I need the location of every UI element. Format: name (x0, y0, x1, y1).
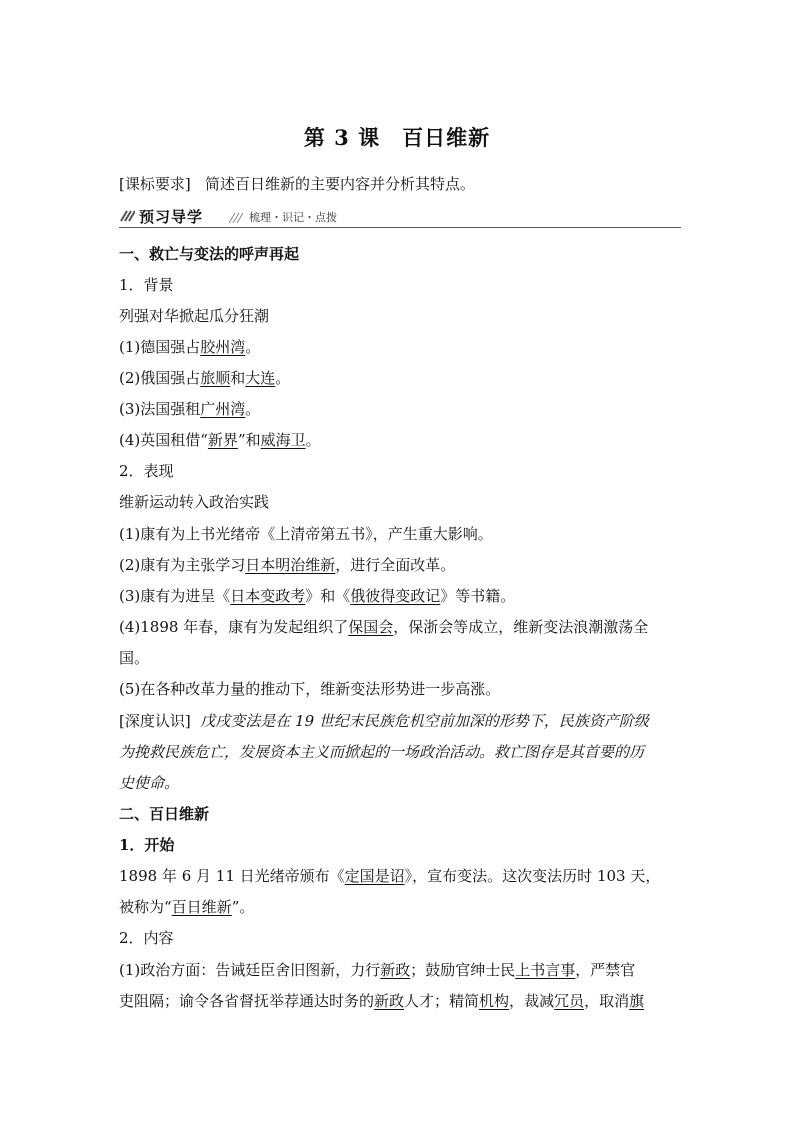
underlined-term: 旅顺 (200, 369, 231, 387)
paragraph-line: 被称为“百日维新”。 (119, 898, 255, 916)
underlined-term: 机构 (479, 992, 510, 1010)
list-item: (3)康有为进呈《日本变政考》和《俄彼得变政记》等书籍。 (119, 587, 516, 605)
banner-subtitle: 梳理・识记・点拨 (249, 211, 337, 224)
underlined-term: 新界 (207, 431, 238, 449)
preview-banner (119, 206, 681, 228)
underlined-term: 大连 (245, 369, 276, 387)
underlined-term: 新政 (380, 961, 411, 979)
insight-line: 史使命。 (119, 774, 180, 792)
underlined-term: 上书言事 (515, 961, 576, 979)
hatch-icon (229, 211, 243, 223)
underlined-term: 胶州湾 (200, 338, 246, 356)
section1-heading: 一、救亡与变法的呼声再起 (119, 245, 300, 263)
underlined-term: 冗员 (554, 992, 585, 1010)
requirement-tag: [课标要求] (119, 175, 191, 193)
list-item: (1)康有为上书光绪帝《上清帝第五书》，产生重大影响。 (119, 525, 493, 543)
underlined-term: 广州湾 (200, 400, 246, 418)
underlined-term: 百日维新 (171, 898, 232, 916)
insight-tag: [深度认识] (119, 712, 191, 730)
list-item-continuation: 国。 (119, 649, 150, 667)
paragraph-line: (1)政治方面：告诫廷臣舍旧图新，力行新政；鼓励官绅士民上书言事，严禁官 (119, 961, 636, 979)
underlined-term: 威海卫 (260, 431, 306, 449)
list-item: (5)在各种改革力量的推动下，维新变法形势进一步高涨。 (119, 680, 501, 698)
section1-sub1-lead: 列强对华掀起瓜分狂潮 (119, 307, 270, 325)
list-item: (3)法国强租广州湾。 (119, 400, 261, 418)
section1-sub2-lead: 维新运动转入政治实践 (119, 493, 270, 511)
list-item: (2)康有为主张学习日本明治维新，进行全面改革。 (119, 556, 456, 574)
page-title (0, 122, 794, 152)
section2-sub1: 1．开始 (119, 836, 175, 854)
underlined-term: 定国是诏 (344, 867, 405, 885)
list-item: (4)英国租借“新界”和威海卫。 (119, 431, 321, 449)
paragraph-line: 吏阻隔；谕令各省督抚举荐通达时务的新政人才；精简机构，裁减冗员，取消旗 (119, 992, 645, 1010)
insight-line: 为挽救民族危亡，发展资本主义而掀起的一场政治活动。救亡图存是其首要的历 (119, 743, 645, 761)
requirement-text: 简述百日维新的主要内容并分析其特点。 (205, 175, 476, 193)
list-item: (4)1898 年春，康有为发起组织了保国会，保浙会等成立，维新变法浪潮激荡全 (119, 618, 649, 636)
section1-sub1: 1．背景 (119, 276, 174, 294)
underlined-term: 日本明治维新 (245, 556, 336, 574)
underlined-term: 保国会 (348, 618, 394, 636)
list-item: (1)德国强占胶州湾。 (119, 338, 261, 356)
banner-label: 预习导学 (139, 208, 204, 226)
underlined-term: 新政 (374, 992, 405, 1010)
section2-heading: 二、百日维新 (119, 805, 210, 823)
curriculum-requirement (119, 174, 681, 194)
lesson-name: 百日维新 (402, 125, 491, 150)
underlined-term: 俄彼得变政记 (350, 587, 441, 605)
banner-rule (119, 227, 681, 228)
list-item: (2)俄国强占旅顺和大连。 (119, 369, 291, 387)
insight-line: [深度认识] 戊戌变法是在 19 世纪末民族危机空前加深的形势下，民族资产阶级 (119, 712, 649, 730)
paragraph-line: 1898 年 6 月 11 日光绪帝颁布《定国是诏》，宣布变法。这次变法历时 103 天， (119, 867, 661, 885)
section2-sub2: 2．内容 (119, 929, 174, 947)
underlined-term: 旗 (629, 992, 645, 1010)
stripe-icon (119, 209, 135, 223)
lesson-number: 第 3 课 (303, 125, 381, 150)
underlined-term: 日本变政考 (230, 587, 306, 605)
section1-sub2: 2．表现 (119, 462, 174, 480)
